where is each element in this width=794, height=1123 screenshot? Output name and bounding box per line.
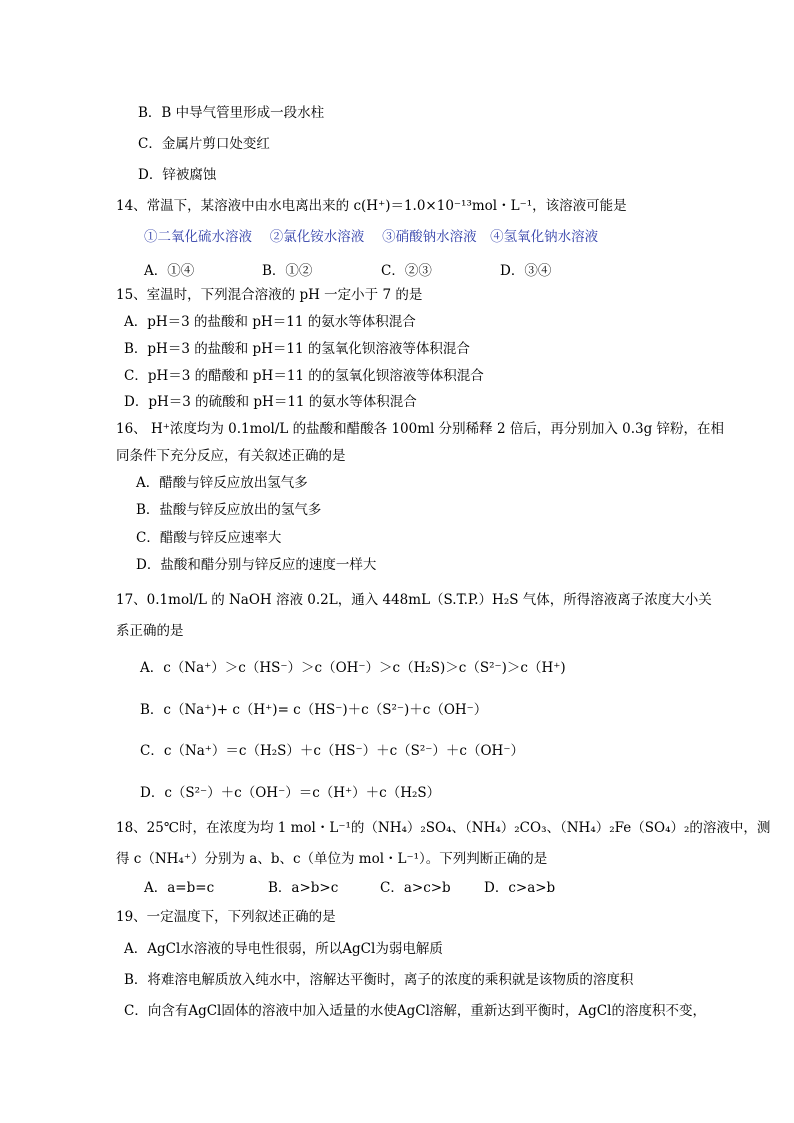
q14-options-row — [0, 259, 794, 277]
q19-stem: 19、一定温度下，下列叙述正确的是 — [116, 909, 336, 925]
q13-option-b: B．B 中导气管里形成一段水柱 — [138, 105, 325, 121]
q16-stem-line2: 同条件下充分反应，有关叙述正确的是 — [116, 448, 346, 464]
q18-stem-line2: 得 c（NH₄⁺）分别为 a、b、c（单位为 mol・L⁻¹）。下列判断正确的是 — [116, 851, 548, 867]
q17-stem-line1: 17、0.1mol/L 的 NaOH 溶液 0.2L，通入 448mL（S.T.P.）H₂S 气体，所得溶液离子浓度大小关 — [116, 592, 712, 608]
q16-option-a: A．醋酸与锌反应放出氢气多 — [136, 475, 308, 491]
q17-stem-line2: 系正确的是 — [116, 623, 184, 639]
q13-option-c: C．金属片剪口处变红 — [138, 136, 270, 152]
q14-option-c: C．②③ — [381, 263, 432, 279]
q14-option-d: D．③④ — [500, 263, 552, 279]
q15-option-d: D．pH＝3 的硫酸和 pH＝11 的氨水等体积混合 — [124, 394, 417, 410]
q15-option-c: C．pH＝3 的醋酸和 pH＝11 的的氢氧化钡溶液等体积混合 — [124, 368, 484, 384]
q18-option-d: D．c>a>b — [484, 880, 556, 896]
q17-option-a: A．c（Na⁺）＞c（HS⁻）＞c（OH⁻）＞c（H₂S)＞c（S²⁻)＞c（H⁺) — [140, 660, 566, 676]
q16-option-b: B．盐酸与锌反应放出的氢气多 — [136, 502, 322, 518]
q17-option-d: D．c（S²⁻）＋c（OH⁻）＝c（H⁺）＋c（H₂S） — [140, 785, 441, 801]
q17-option-c: C．c（Na⁺）＝c（H₂S）＋c（HS⁻）＋c（S²⁻）＋c（OH⁻） — [140, 743, 524, 759]
q16-stem-line1: 16、 H⁺浓度均为 0.1mol/L 的盐酸和醋酸各 100ml 分别稀释 2 倍后，再分别加入 0.3g 锌粉，在相 — [116, 421, 725, 437]
q14-stem: 14、常温下，某溶液中由水电离出来的 c(H⁺)＝1.0×10⁻¹³mol・L⁻¹，该溶液可能是 — [116, 198, 627, 214]
q16-option-c: C．醋酸与锌反应速率大 — [136, 530, 282, 546]
q17-option-b: B．c（Na⁺)+ c（H⁺)= c（HS⁻)＋c（S²⁻)＋c（OH⁻） — [140, 702, 488, 718]
q19-option-b: B．将难溶电解质放入纯水中，溶解达平衡时，离子的浓度的乘积就是该物质的溶度积 — [124, 972, 634, 988]
q18-stem-line1: 18、25℃时，在浓度为均 1 mol・L⁻¹的（NH₄）₂SO₄、（NH₄）₂CO₃、（NH₄）₂Fe（SO₄）₂的溶液中，测 — [116, 820, 771, 836]
q15-option-a: A．pH＝3 的盐酸和 pH＝11 的氨水等体积混合 — [124, 314, 416, 330]
q14-option-b: B．①② — [262, 263, 313, 279]
q19-option-a: A．AgCl水溶液的导电性很弱，所以AgCl为弱电解质 — [124, 941, 443, 957]
q14-choices: ①二氧化硫水溶液 ②氯化铵水溶液 ③硝酸钠水溶液 ④氢氧化钠水溶液 — [144, 229, 599, 245]
q18-option-b: B．a>b>c — [268, 880, 339, 896]
q18-options-row — [0, 876, 794, 894]
q18-option-a: A．a=b=c — [144, 880, 215, 896]
q13-option-d: D．锌被腐蚀 — [138, 167, 217, 183]
q14-option-a: A．①④ — [144, 263, 195, 279]
q18-option-c: C．a>c>b — [380, 880, 451, 896]
q19-option-c: C．向含有AgCl固体的溶液中加入适量的水使AgCl溶解，重新达到平衡时，AgCl的溶度积不变， — [124, 1003, 706, 1019]
q16-option-d: D．盐酸和醋分别与锌反应的速度一样大 — [136, 557, 377, 573]
q15-option-b: B．pH＝3 的盐酸和 pH＝11 的氢氧化钡溶液等体积混合 — [124, 341, 470, 357]
q15-stem: 15、室温时，下列混合溶液的 pH 一定小于 7 的是 — [116, 287, 423, 303]
